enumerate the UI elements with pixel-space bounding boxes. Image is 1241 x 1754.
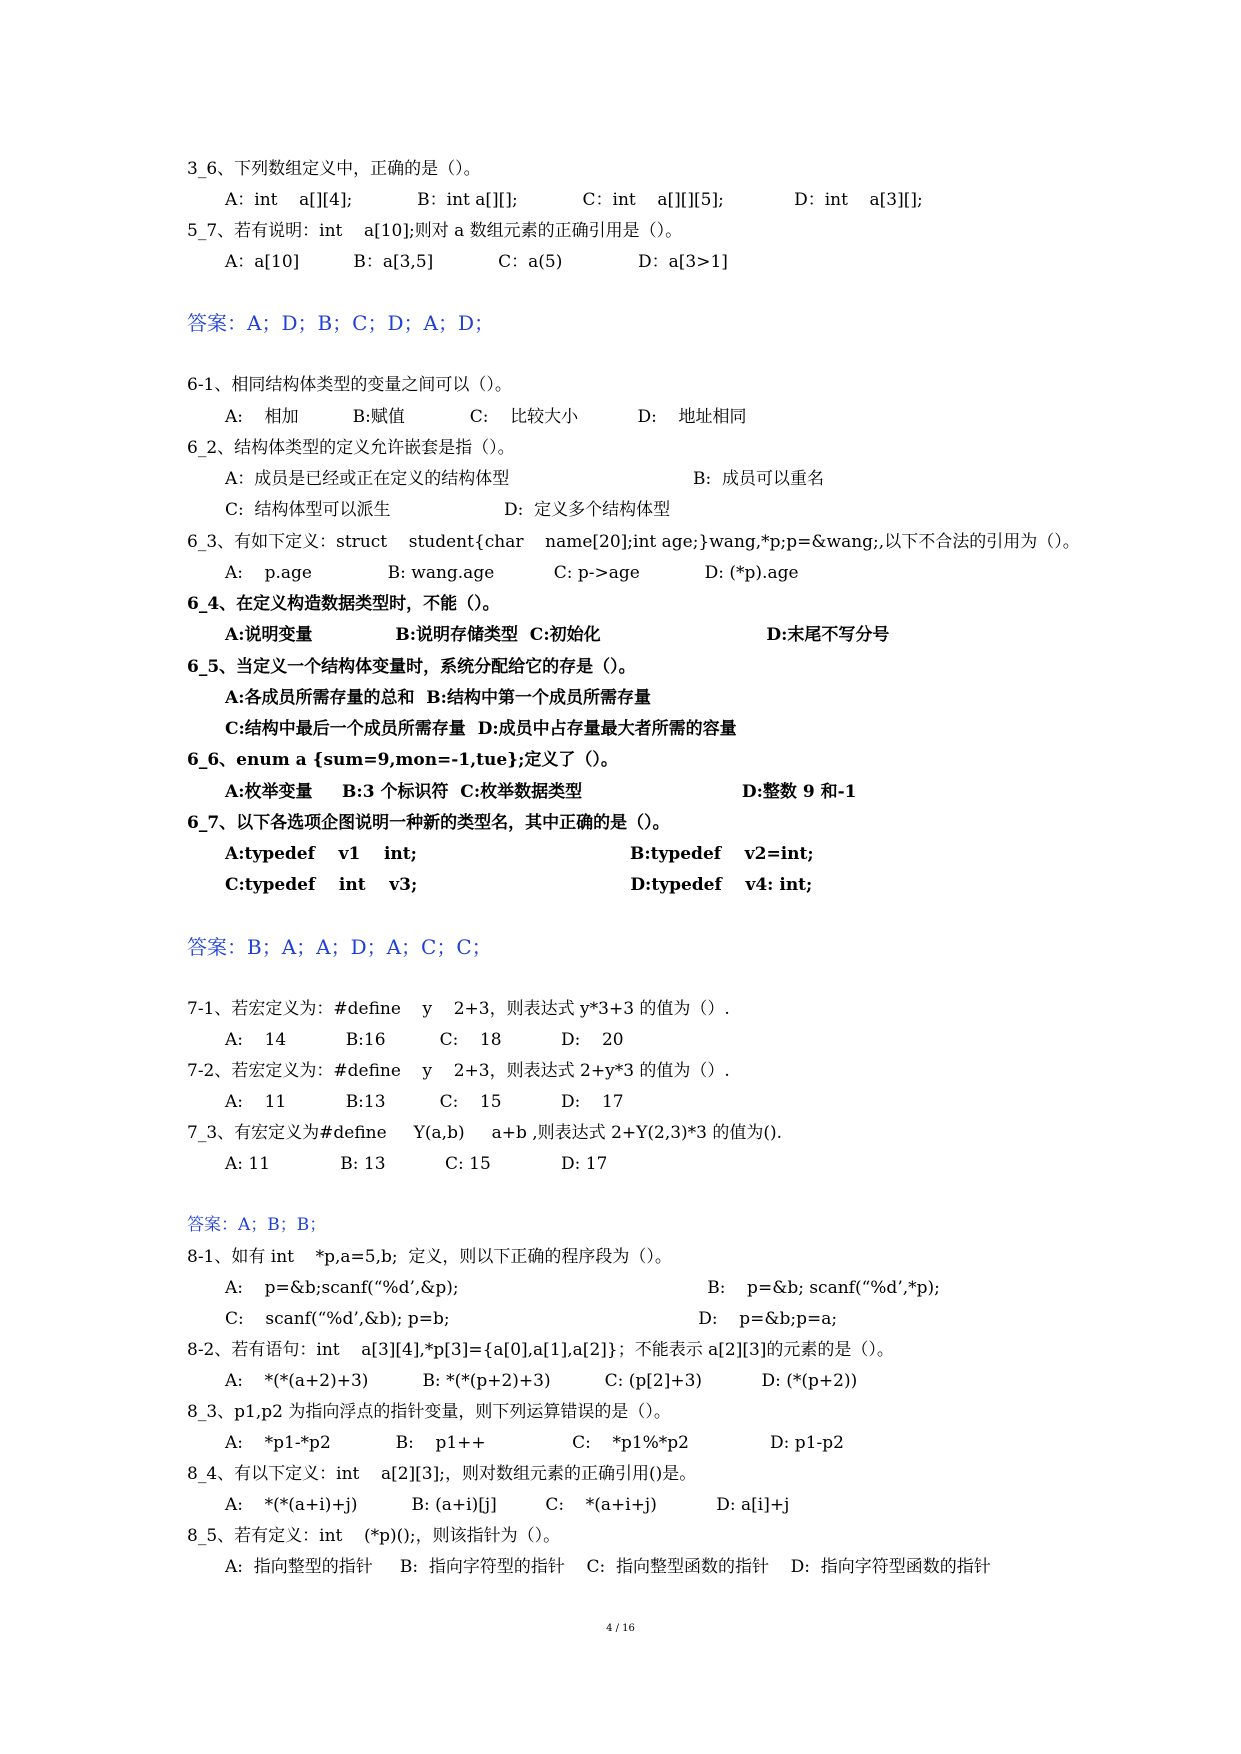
question-3-6: 3_6、下列数组定义中，正确的是（）。 — [187, 159, 481, 179]
question-8-1: 8-1、如有 int *p,a=5,b; 定义，则以下正确的程序段为（）。 — [187, 1247, 672, 1267]
question-8-5: 8_5、若有定义：int (*p)();，则该指针为（）。 — [187, 1526, 561, 1546]
question-7-3: 7_3、有宏定义为#define Y(a,b) a+b ,则表达式 2+Y(2,3)*3 的值为(). — [187, 1123, 783, 1143]
options-5-7: A：a[10] B：a[3,5] C：a(5) D：a[3>1] — [225, 252, 728, 272]
question-8-3: 8_3、p1,p2 为指向浮点的指针变量，则下列运算错误的是（）。 — [187, 1402, 671, 1422]
question-6-3: 6_3、有如下定义：struct student{char name[20];int age;}wang,*p;p=&wang;,以下不合法的引用为（）。 — [187, 532, 1080, 552]
question-7-1: 7-1、若宏定义为：#define y 2+3，则表达式 y*3+3 的值为（）. — [187, 999, 730, 1019]
options-6-3: A: p.age B: wang.age C: p->age D: (*p).age — [225, 563, 799, 583]
question-7-2: 7-2、若宏定义为：#define y 2+3，则表达式 2+y*3 的值为（）. — [187, 1061, 730, 1081]
options-6-5-cd: C:结构中最后一个成员所需存量 D:成员中占存量最大者所需的容量 — [225, 719, 737, 739]
options-6-1: A: 相加 B:赋值 C: 比较大小 D: 地址相同 — [225, 407, 747, 427]
options-6-6: A:枚举变量 B:3 个标识符 C:枚举数据类型 D:整数 9 和-1 — [225, 782, 857, 802]
answer-block-6: 答案：B；A；A；D；A；C；C； — [187, 935, 492, 959]
options-8-4: A: *(*(a+i)+j) B: (a+i)[j] C: *(a+i+j) D: a[i]+j — [225, 1495, 790, 1515]
options-8-2: A: *(*(a+2)+3) B: *(*(p+2)+3) C: (p[2]+3) D: (*(p+2)) — [225, 1371, 858, 1391]
options-6-2-ab: A：成员是已经或正在定义的结构体型 B: 成员可以重名 — [225, 469, 825, 489]
question-8-2: 8-2、若有语句：int a[3][4],*p[3]={a[0],a[1],a[2]}；不能表示 a[2][3]的元素的是（）。 — [187, 1340, 894, 1360]
question-6-2: 6_2、结构体类型的定义允许嵌套是指（）。 — [187, 438, 515, 458]
answer-block-3: 答案：A；D；B；C；D；A；D； — [187, 311, 494, 335]
answer-block-7: 答案：A；B；B； — [187, 1215, 327, 1235]
options-6-4: A:说明变量 B:说明存储类型 C:初始化 D:末尾不写分号 — [225, 625, 890, 645]
options-7-3: A: 11 B: 13 C: 15 D: 17 — [225, 1154, 608, 1174]
options-7-1: A: 14 B:16 C: 18 D: 20 — [225, 1030, 624, 1050]
options-7-2: A: 11 B:13 C: 15 D: 17 — [225, 1092, 624, 1112]
question-6-1: 6-1、相同结构体类型的变量之间可以（）。 — [187, 375, 512, 395]
options-3-6: A：int a[][4]; B：int a[][]; C：int a[][][5]; D：int a[3][]; — [225, 190, 923, 210]
question-6-5: 6_5、当定义一个结构体变量时，系统分配给它的存是（）。 — [187, 657, 636, 677]
options-6-7-ab: A:typedef v1 int; B:typedef v2=int; — [225, 844, 814, 864]
question-6-7: 6_7、以下各选项企图说明一种新的类型名，其中正确的是（）。 — [187, 813, 670, 833]
question-5-7: 5_7、若有说明：int a[10];则对 a 数组元素的正确引用是（）。 — [187, 221, 683, 241]
options-6-7-cd: C:typedef int v3; D:typedef v4: int; — [225, 875, 813, 895]
question-6-6: 6_6、enum a {sum=9,mon=-1,tue};定义了（）。 — [187, 750, 618, 770]
options-6-2-cd: C: 结构体型可以派生 D: 定义多个结构体型 — [225, 500, 671, 520]
options-8-1-ab: A: p=&b;scanf(“%d’,&p); B: p=&b; scanf(“%d’,*p); — [225, 1278, 940, 1298]
options-6-5-ab: A:各成员所需存量的总和 B:结构中第一个成员所需存量 — [225, 688, 651, 708]
question-6-4: 6_4、在定义构造数据类型时，不能（）。 — [187, 594, 500, 614]
page-number: 4 / 16 — [606, 1623, 635, 1634]
options-8-1-cd: C: scanf(“%d’,&b); p=b; D: p=&b;p=a; — [225, 1309, 838, 1329]
question-8-4: 8_4、有以下定义：int a[2][3];，则对数组元素的正确引用()是。 — [187, 1464, 697, 1484]
options-8-5: A: 指向整型的指针 B: 指向字符型的指针 C: 指向整型函数的指针 D: 指向字符型函数的指针 — [225, 1557, 991, 1577]
options-8-3: A: *p1-*p2 B: p1++ C: *p1%*p2 D: p1-p2 — [225, 1433, 844, 1453]
